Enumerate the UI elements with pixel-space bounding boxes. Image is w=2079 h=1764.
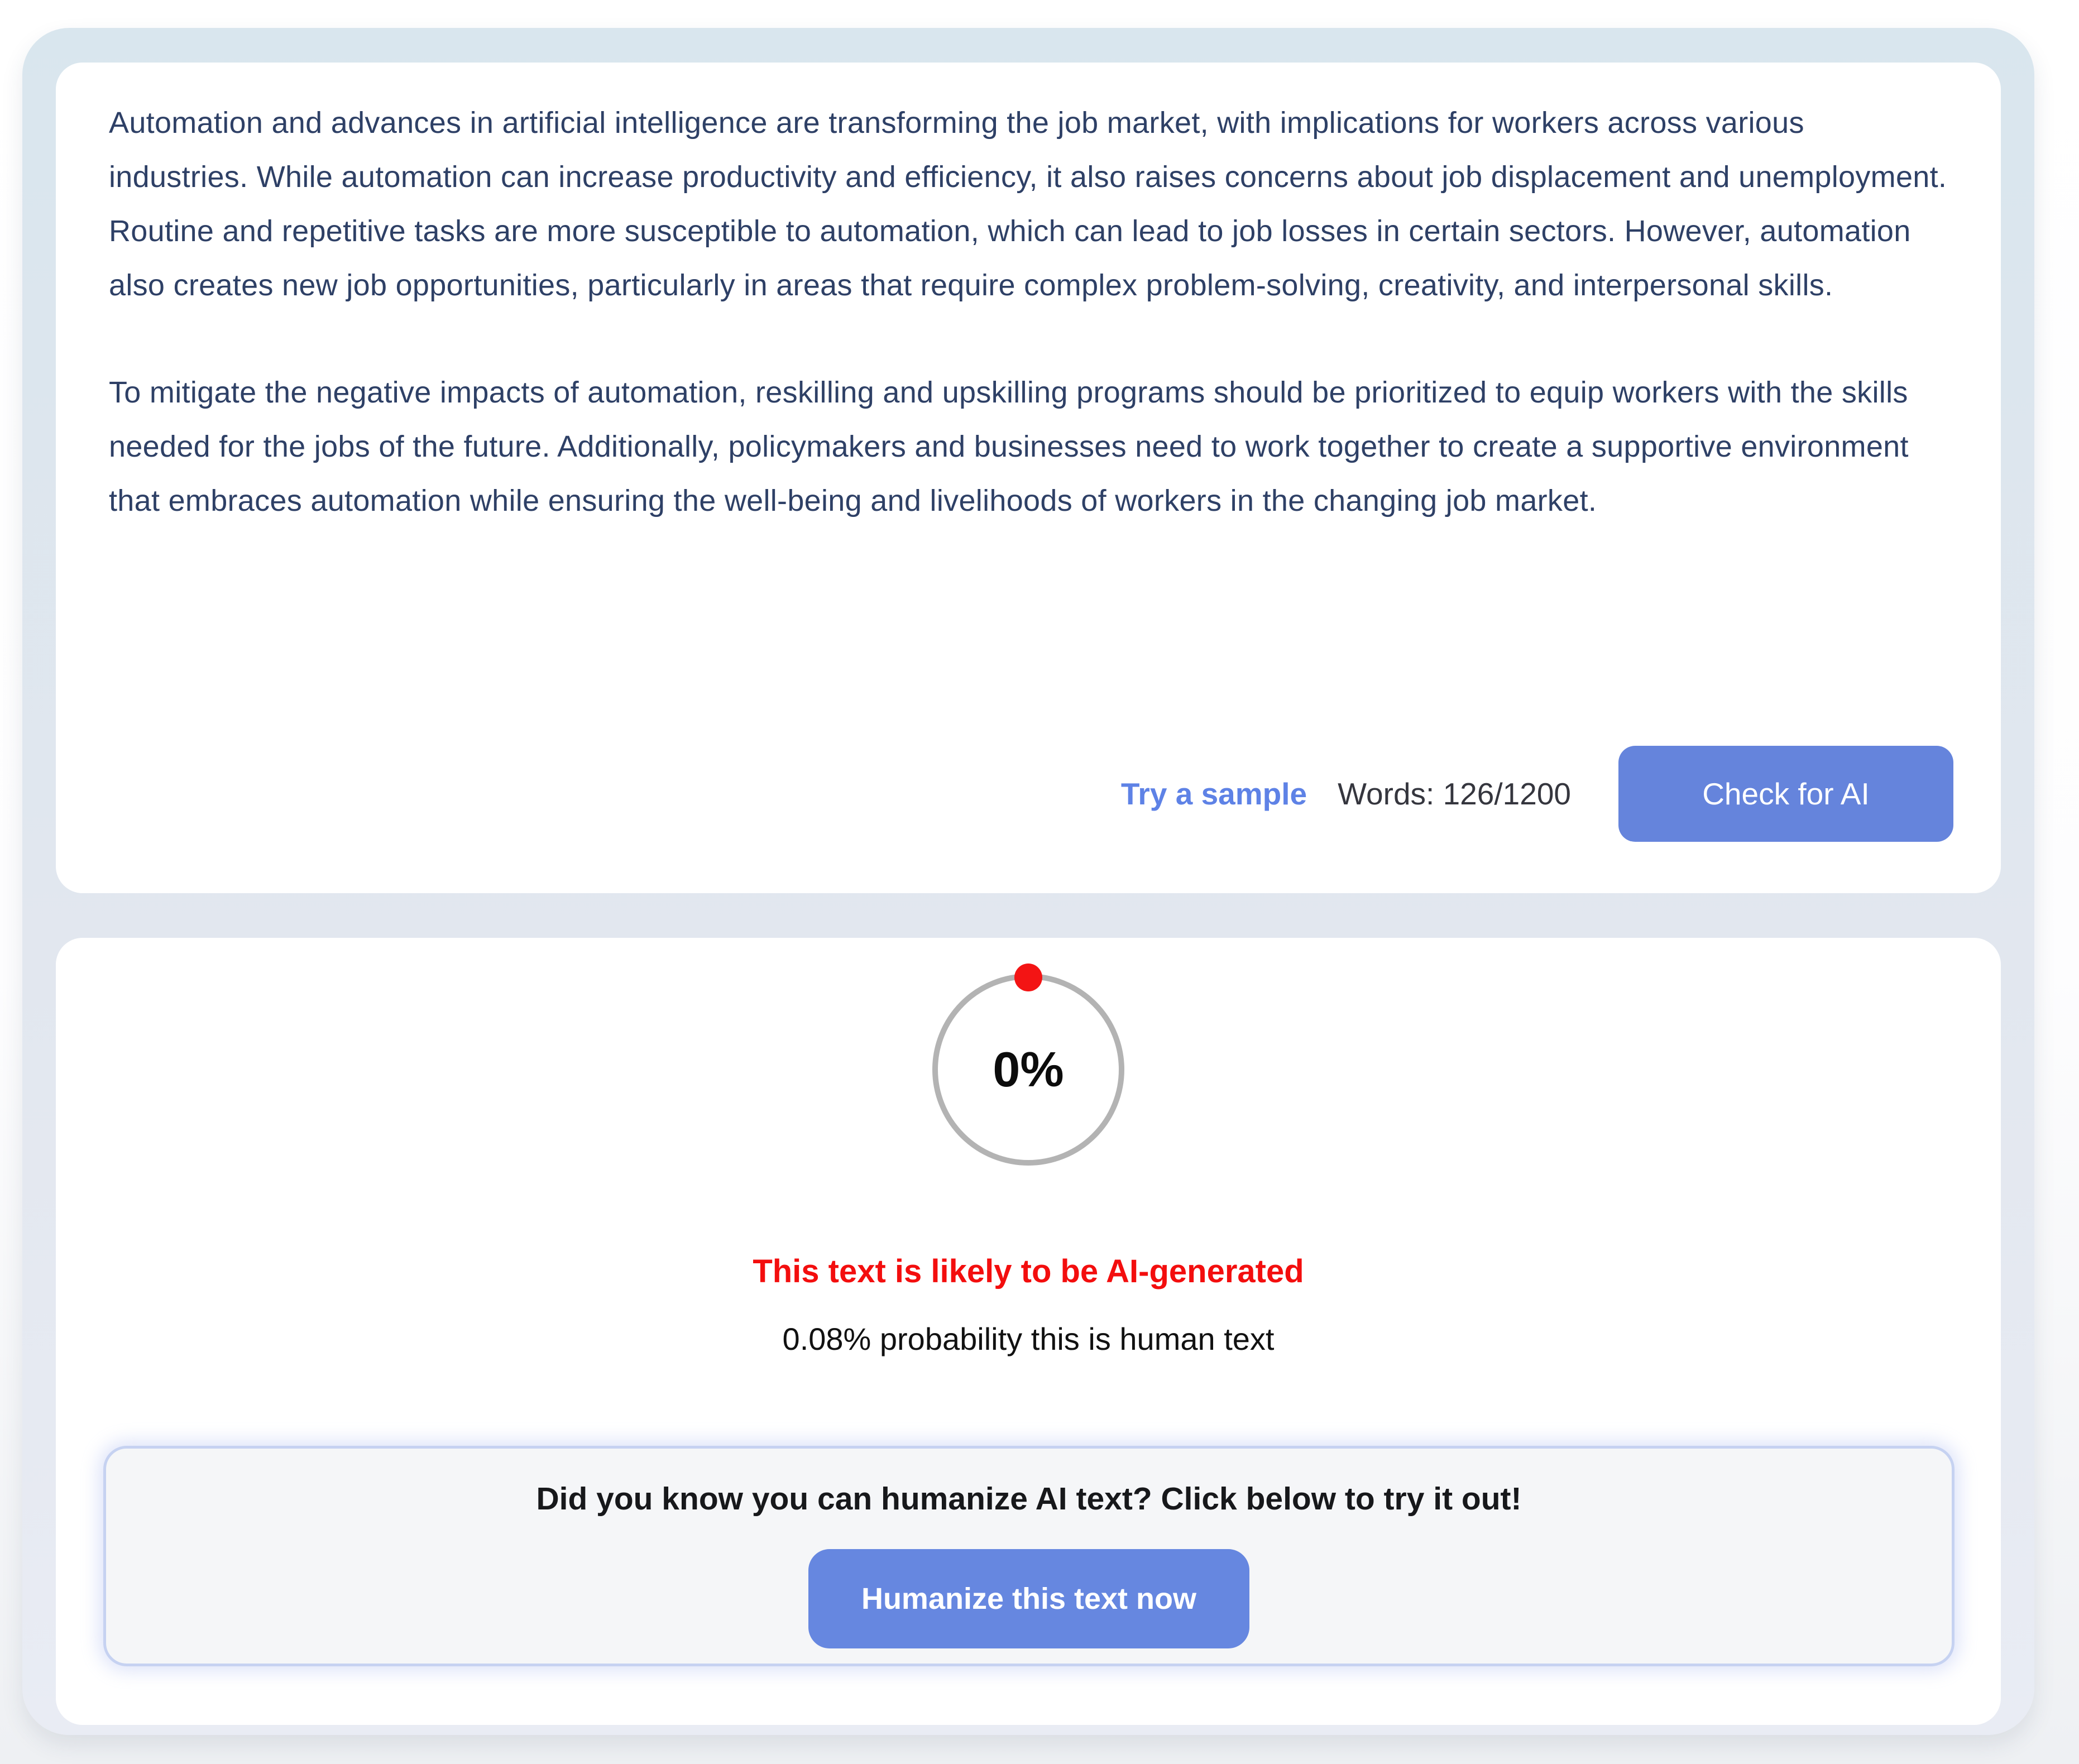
detector-panel xyxy=(22,28,2034,1735)
try-a-sample-link[interactable]: Try a sample xyxy=(1120,776,1307,811)
gauge-value: 0% xyxy=(993,1042,1064,1097)
gauge-marker-dot-icon xyxy=(1014,964,1042,991)
ai-score-gauge xyxy=(932,974,1124,1166)
verdict-text: This text is likely to be AI-generated xyxy=(753,1253,1304,1290)
editor-controls xyxy=(1121,746,1953,842)
results-content xyxy=(56,938,2001,1725)
word-count: Words: 126/1200 xyxy=(1338,776,1571,811)
input-paragraph-1[interactable]: Automation and advances in artificial intelligence are transforming the job market, with implications for workers across various industries. While automation can increase productivity and efficiency, it also raises concerns about job displacement and unemployment. Routine and repetitive tasks are more susceptible to automation, which can lead to job losses in certain sectors. However, automation also creates new job opportunities, particularly in areas that require complex problem-solving, creativity, and interpersonal skills. xyxy=(109,106,1947,302)
humanize-promo-banner xyxy=(103,1446,1955,1666)
input-paragraph-2[interactable]: To mitigate the negative impacts of automation, reskilling and upskilling programs should be prioritized to equip workers with the skills needed for the jobs of the future. Additionally, policymakers and businesses need to work together to create a supportive environment that embraces automation while ensuring the well-being and livelihoods of workers in the changing job market. xyxy=(109,376,1909,517)
humanize-text-button[interactable]: Humanize this text now xyxy=(808,1549,1249,1648)
probability-text: 0.08% probability this is human text xyxy=(782,1321,1275,1356)
check-for-ai-button[interactable]: Check for AI xyxy=(1618,746,1953,842)
text-input-card xyxy=(56,63,2001,893)
banner-message: Did you know you can humanize AI text? Click below to try it out! xyxy=(536,1481,1522,1517)
results-card xyxy=(56,938,2001,1725)
